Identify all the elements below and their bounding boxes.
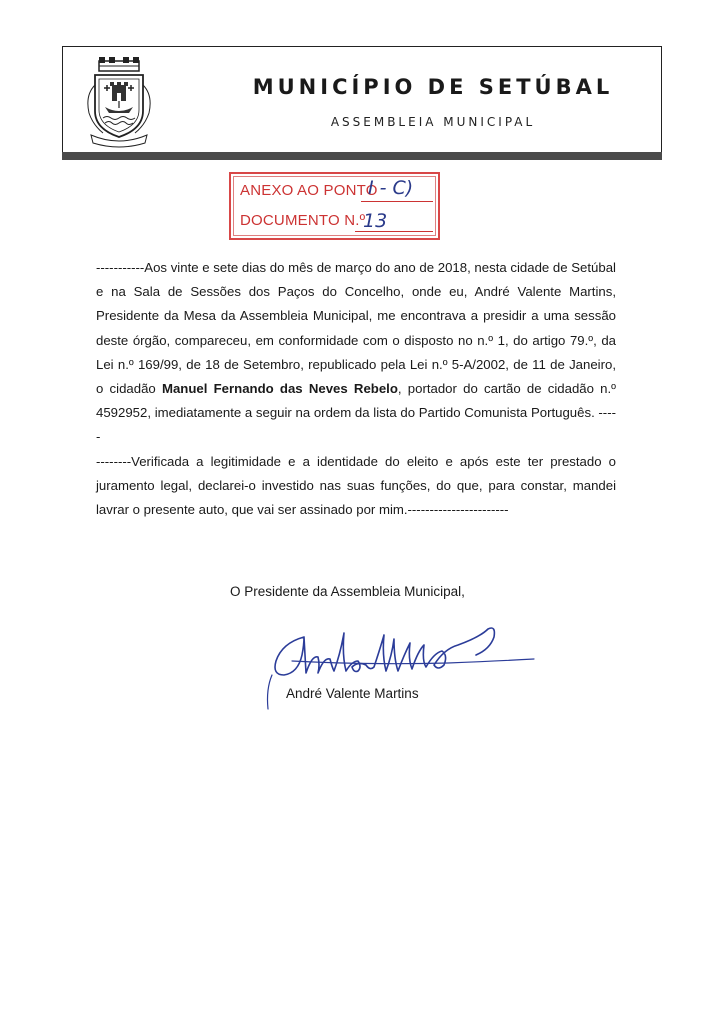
stamp-underline: [355, 231, 433, 232]
letterhead: [62, 46, 662, 156]
municipality-title: MUNICÍPIO DE SETÚBAL: [252, 75, 614, 99]
coat-of-arms-icon: [79, 55, 159, 149]
paragraph-2: --------Verificada a legitimidade e a identidade do eleito e após este ter prestado o juramento legal, declarei-o investido nas suas funções, do que, para constar, mandei lavrar o presente auto, que vai ser assinado por mim.-----------------------: [96, 453, 616, 518]
citizen-name: Manuel Fernando das Neves Rebelo: [161, 381, 398, 397]
letterhead-bar: [62, 152, 662, 160]
signatory-name: André Valente Martins: [286, 686, 419, 701]
document-body: [96, 256, 616, 522]
signature-label: O Presidente da Assembleia Municipal,: [230, 584, 465, 599]
stamp-annex-value: I - C): [368, 177, 414, 199]
annex-stamp: [229, 172, 440, 240]
stamp-annex-label: ANEXO AO PONTO: [240, 182, 378, 199]
assembly-subtitle: ASSEMBLEIA MUNICIPAL: [330, 115, 536, 129]
stamp-document-value: 13: [363, 210, 388, 232]
stamp-underline: [361, 201, 433, 202]
paragraph-1: -----------Aos vinte e sete dias do mês de março do ano de 2018, nesta cidade de Setúbal e na Sala de Sessões dos Paços do Concelho, onde eu, André Valente Martins, Presidente da Mesa da Assembleia Municipal, me encontrava a presidir a uma sessão deste órgão, compareceu, em conformidade com o disposto no n.º 1, do artigo 79.º, da Lei n.º 169/99, de 18 de Setembro, republicado pela Lei n.º 5-A/2002, de 11 de Janeiro, o cidadão Manuel Fernando das Neves Rebelo, portador do cartão de cidadão n.º 4592952, imediatamente a seguir na ordem da lista do Partido Comunista Português. -----: [96, 260, 616, 445]
stamp-document-label: DOCUMENTO N.º: [240, 212, 366, 229]
